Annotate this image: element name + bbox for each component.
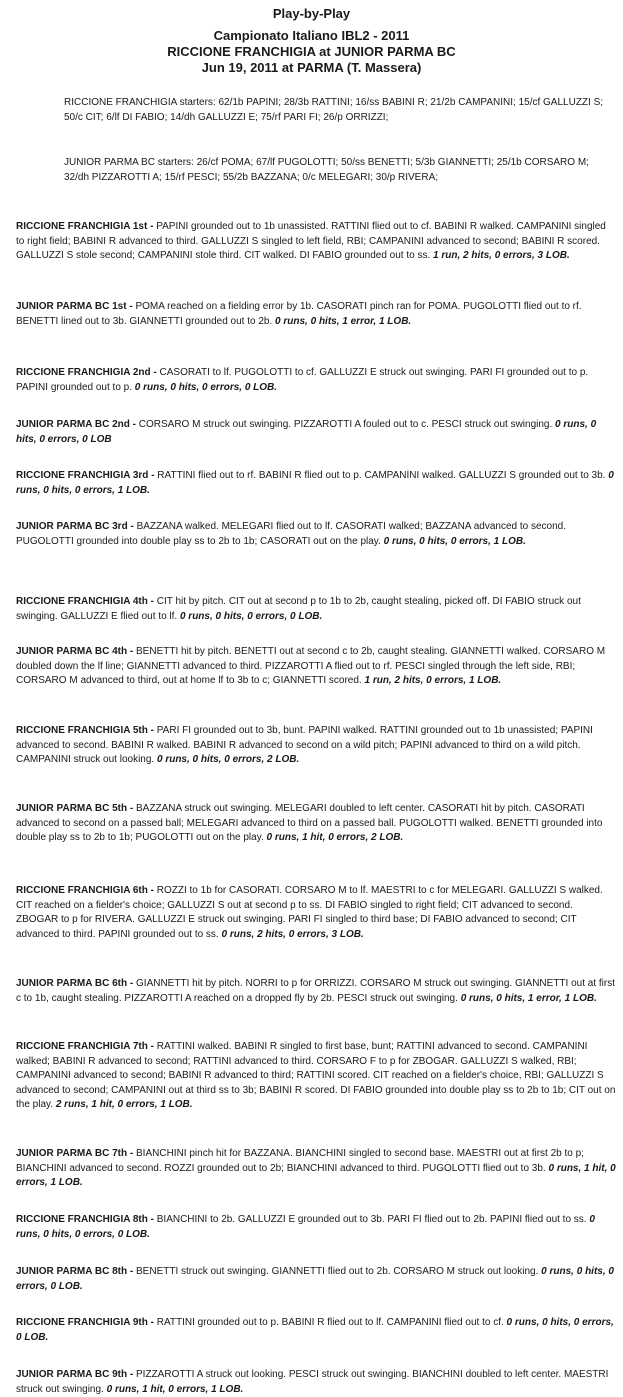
inning-text: GIANNETTI hit by pitch. NORRI to p for ORRIZZI. CORSARO M struck out swinging. GIANNETTI out at first c to 1b, caught stealing. PIZZAROTTI A reached on a dropped fly by 2b. PESCI struck out swinging. xyxy=(16,978,616,1004)
inning-heading: RICCIONE FRANCHIGIA 3rd - xyxy=(16,470,155,481)
inning-heading: JUNIOR PARMA BC 4th - xyxy=(16,646,134,657)
inning-text: PARI FI grounded out to 3b, bunt. PAPINI walked. RATTINI grounded out to 1b unassisted; PAPINI advanced to second. BABINI R walked. BABINI R advanced to second on a wild pitch; PAPINI advanced to third on a wild pitch. CAMPANINI struck out looking. xyxy=(16,725,593,765)
inning-paragraph xyxy=(16,724,616,768)
matchup-title: RICCIONE FRANCHIGIA at JUNIOR PARMA BC xyxy=(167,44,456,59)
inning-heading: JUNIOR PARMA BC 5th - xyxy=(16,803,134,814)
inning-text: BENETTI struck out swinging. GIANNETTI flied out to 2b. CORSARO M struck out looking. xyxy=(133,1266,542,1277)
inning-summary: 0 runs, 0 hits, 0 errors, 0 LOB. xyxy=(16,1266,614,1292)
inning-paragraph xyxy=(16,366,616,395)
inning-paragraph xyxy=(16,1265,616,1294)
inning-heading: JUNIOR PARMA BC 8th - xyxy=(16,1266,134,1277)
inning-paragraph xyxy=(16,520,616,549)
inning-text: PAPINI grounded out to 1b unassisted. RATTINI flied out to cf. BABINI R walked. CAMPANINI singled to right field; BABINI R advanced to third. GALLUZZI S singled to left field, RBI; CAMPANINI advanced to second; BABINI R scored. GALLUZZI S stole second; CAMPANINI stole third. CIT walked. DI FABIO grounded out to ss. xyxy=(16,221,606,261)
inning-paragraph xyxy=(16,1147,616,1191)
inning-summary: 0 runs, 0 hits, 1 error, 1 LOB. xyxy=(275,315,412,327)
game-date-location: Jun 19, 2011 at PARMA (T. Massera) xyxy=(201,60,422,75)
inning-summary: 0 runs, 0 hits, 0 errors, 0 LOB. xyxy=(16,1214,595,1240)
inning-summary: 0 runs, 2 hits, 0 errors, 3 LOB. xyxy=(221,928,364,940)
league-title: Campionato Italiano IBL2 - 2011 xyxy=(213,28,410,43)
inning-paragraph xyxy=(16,977,616,1006)
inning-paragraph xyxy=(16,595,616,624)
page-title: Play-by-Play xyxy=(272,6,351,21)
inning-summary: 0 runs, 1 hit, 0 errors, 1 LOB. xyxy=(16,1162,616,1188)
inning-heading: RICCIONE FRANCHIGIA 4th - xyxy=(16,596,154,607)
inning-paragraph xyxy=(16,802,616,846)
inning-summary: 0 runs, 0 hits, 0 errors, 1 LOB. xyxy=(383,535,526,547)
inning-summary: 0 runs, 0 hits, 1 error, 1 LOB. xyxy=(460,992,597,1004)
inning-text: BENETTI hit by pitch. BENETTI out at second c to 2b, caught stealing. GIANNETTI walked. CORSARO M doubled down the lf line; GIANNETTI advanced to third. PIZZAROTTI A flied out to rf. PESCI singled through the left side, RBI; CORSARO M advanced to third, out at home lf to 3b to c; GIANNETTI scored. xyxy=(16,646,606,686)
home-starters: JUNIOR PARMA BC starters: 26/cf POMA; 67/lf PUGOLOTTI; 50/ss BENETTI; 5/3b GIANNETTI; 25/1b CORSARO M; 32/dh PIZZAROTTI A; 15/rf PESCI; 55/2b BAZZANA; 0/c MELEGARI; 30/p RIVERA; xyxy=(64,157,589,183)
inning-heading: RICCIONE FRANCHIGIA 6th - xyxy=(16,885,154,896)
inning-text: RATTINI grounded out to p. BABINI R flied out to lf. CAMPANINI flied out to cf. xyxy=(153,1317,507,1328)
inning-paragraph xyxy=(16,220,616,264)
inning-heading: JUNIOR PARMA BC 1st - xyxy=(16,301,133,312)
inning-paragraph xyxy=(16,1040,616,1113)
inning-paragraph xyxy=(16,418,616,447)
inning-heading: RICCIONE FRANCHIGIA 9th - xyxy=(16,1317,154,1328)
inning-summary: 0 runs, 0 hits, 0 errors, 0 LOB. xyxy=(16,1317,614,1343)
inning-heading: JUNIOR PARMA BC 6th - xyxy=(16,978,134,989)
inning-text: RATTINI flied out to rf. BABINI R flied out to p. CAMPANINI walked. GALLUZZI S grounded out to 3b. xyxy=(154,470,609,481)
inning-paragraph xyxy=(16,469,616,498)
inning-text: RATTINI walked. BABINI R singled to first base, bunt; RATTINI advanced to second. CAMPANINI walked; BABINI R advanced to second; RATTINI advanced to third. CORSARO F to p for ZBOGAR. GALLUZZI S walked, RBI; CAMPANINI advanced to second; BABINI R advanced to third; RATTINI scored. CIT reached on a fielder's choice, RBI; GALLUZZI S advanced to second; CAMPANINI out at third ss to 3b; BABINI R scored. DI FABIO grounded into double play ss to 2b to 1b; CIT out on the play. xyxy=(16,1041,616,1110)
inning-heading: RICCIONE FRANCHIGIA 8th - xyxy=(16,1214,154,1225)
inning-summary: 1 run, 2 hits, 0 errors, 1 LOB. xyxy=(364,675,502,686)
inning-text: BIANCHINI pinch hit for BAZZANA. BIANCHINI singled to second base. MAESTRI out at first 2b to p; BIANCHINI advanced to second. ROZZI grounded out to 2b; BIANCHINI advanced to third. PUGOLOTTI flied out to 3b. xyxy=(16,1148,584,1174)
inning-heading: JUNIOR PARMA BC 2nd - xyxy=(16,419,136,430)
inning-text: PIZZAROTTI A struck out looking. PESCI struck out swinging. BIANCHINI doubled to left center. MAESTRI struck out swinging. xyxy=(16,1369,609,1395)
inning-summary: 0 runs, 0 hits, 0 errors, 0 LOB xyxy=(16,419,597,445)
inning-heading: JUNIOR PARMA BC 9th - xyxy=(16,1369,134,1380)
inning-paragraph xyxy=(16,300,616,329)
inning-text: CIT hit by pitch. CIT out at second p to 1b to 2b, caught stealing, picked off. DI FABIO struck out swinging. GALLUZZI E flied out to lf. xyxy=(16,596,581,622)
inning-text: CASORATI to lf. PUGOLOTTI to cf. GALLUZZI E struck out swinging. PARI FI grounded out to p. PAPINI grounded out to p. xyxy=(16,367,589,393)
inning-summary: 0 runs, 0 hits, 0 errors, 0 LOB. xyxy=(179,610,323,622)
inning-heading: JUNIOR PARMA BC 3rd - xyxy=(16,521,134,532)
inning-paragraph xyxy=(16,645,616,689)
inning-summary: 1 run, 2 hits, 0 errors, 3 LOB. xyxy=(433,250,570,261)
inning-paragraph xyxy=(16,1213,616,1242)
visitor-starters: RICCIONE FRANCHIGIA starters: 62/1b PAPINI; 28/3b RATTINI; 16/ss BABINI R; 21/2b CAMPANINI; 15/cf GALLUZZI S; 50/c CIT; 6/lf DI FABIO; 14/dh GALLUZZI E; 75/rf PARI FI; 26/p ORRIZZI; xyxy=(64,97,604,123)
inning-heading: RICCIONE FRANCHIGIA 5th - xyxy=(16,725,154,736)
inning-heading: RICCIONE FRANCHIGIA 1st - xyxy=(16,221,154,232)
inning-paragraph xyxy=(16,1368,616,1397)
inning-text: BAZZANA struck out swinging. MELEGARI doubled to left center. CASORATI hit by pitch. CASORATI advanced to second on a passed ball; MELEGARI advanced to third on a passed ball. PUGOLOTTI walked. BENETTI grounded into double play ss to 2b to 1b; PUGOLOTTI out on the play. xyxy=(16,803,603,843)
inning-summary: 0 runs, 1 hit, 0 errors, 2 LOB. xyxy=(266,832,404,843)
inning-text: BIANCHINI to 2b. GALLUZZI E grounded out to 3b. PARI FI flied out to 2b. PAPINI flied out to ss. xyxy=(153,1214,590,1225)
inning-summary: 2 runs, 1 hit, 0 errors, 1 LOB. xyxy=(55,1099,193,1110)
inning-text: BAZZANA walked. MELEGARI flied out to lf. CASORATI walked; BAZZANA advanced to second. PUGOLOTTI grounded into double play ss to 2b to 1b; CASORATI out on the play. xyxy=(16,521,567,547)
inning-summary: 0 runs, 0 hits, 0 errors, 2 LOB. xyxy=(156,754,300,765)
inning-summary: 0 runs, 1 hit, 0 errors, 1 LOB. xyxy=(106,1383,244,1395)
inning-summary: 0 runs, 0 hits, 0 errors, 1 LOB. xyxy=(16,470,614,496)
inning-text: ROZZI to 1b for CASORATI. CORSARO M to lf. MAESTRI to c for MELEGARI. GALLUZZI S walked. CIT reached on a fielder's choice; GALLUZZI S out at second p to ss. DI FABIO singled to right field; CIT advanced to second. ZBOGAR to p for RIVERA. GALLUZZI E struck out swinging. PARI FI singled to third base; DI FABIO advanced to second; CIT advanced to third. PAPINI grounded out to ss. xyxy=(16,885,603,940)
inning-heading: RICCIONE FRANCHIGIA 2nd - xyxy=(16,367,157,378)
inning-summary: 0 runs, 0 hits, 0 errors, 0 LOB. xyxy=(134,381,278,393)
inning-paragraph xyxy=(16,884,616,942)
inning-paragraph xyxy=(16,1316,616,1345)
inning-text: CORSARO M struck out swinging. PIZZAROTTI A fouled out to c. PESCI struck out swinging. xyxy=(136,419,556,430)
inning-heading: JUNIOR PARMA BC 7th - xyxy=(16,1148,134,1159)
inning-text: POMA reached on a fielding error by 1b. CASORATI pinch ran for POMA. PUGOLOTTI flied out to rf. BENETTI lined out to 3b. GIANNETTI grounded out to 2b. xyxy=(16,301,582,327)
inning-heading: RICCIONE FRANCHIGIA 7th - xyxy=(16,1041,154,1052)
